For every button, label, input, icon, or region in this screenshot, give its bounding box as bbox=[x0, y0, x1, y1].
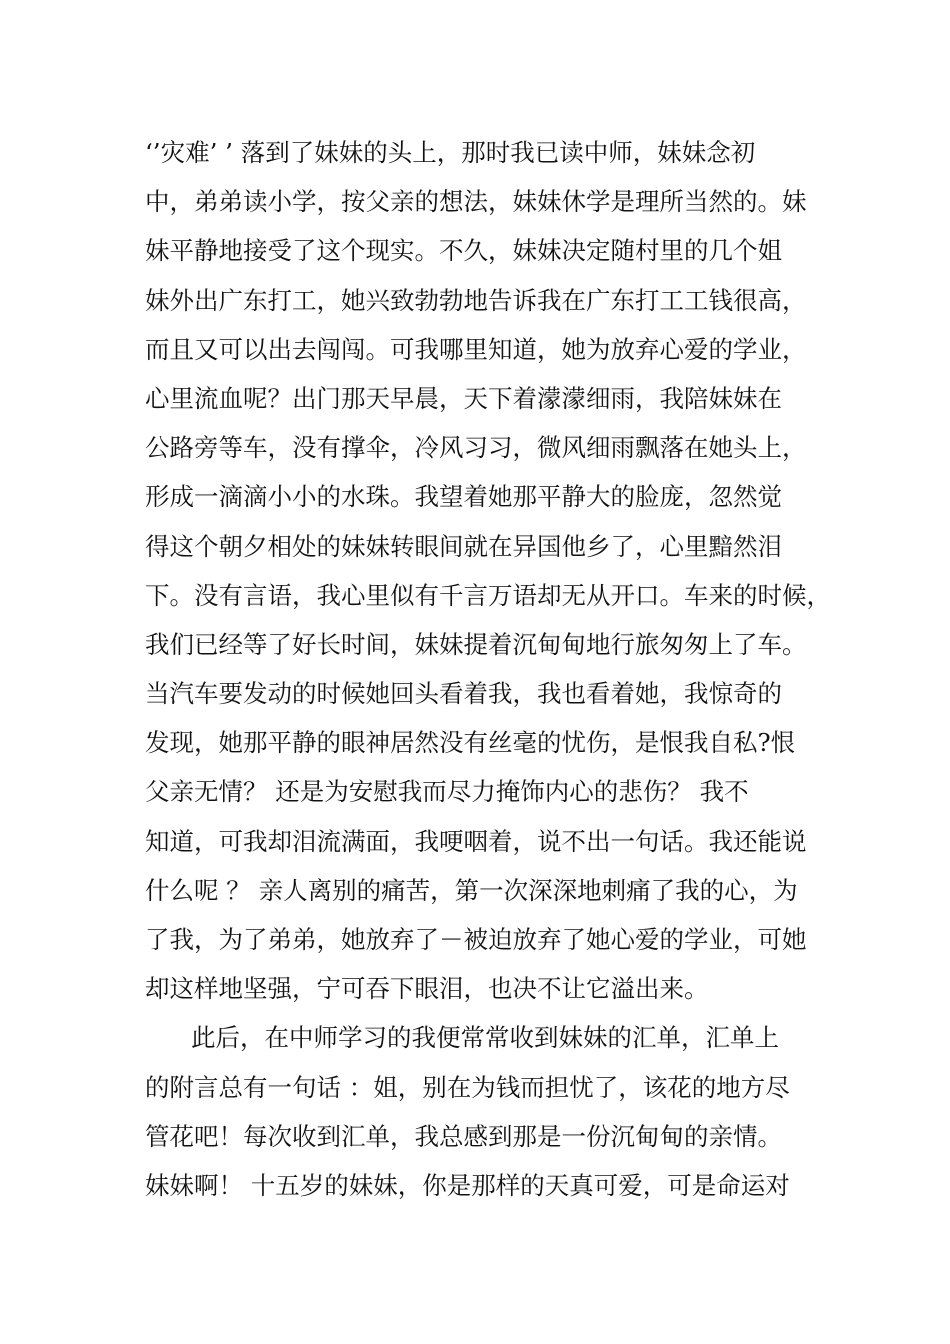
text-line-13: 发现，她那平静的眼神居然没有丝毫的忧伤，是恨我自私?恨 bbox=[145, 728, 796, 758]
text-line-2: 中，弟弟读小学，按父亲的想法，妹妹休学是理所当然的。妹 bbox=[145, 187, 807, 217]
text-line-1: ‘’灾难’ ’ 落到了妹妹的头上，那时我已读中师，妹妹念初 bbox=[145, 138, 756, 167]
text-line-12: 当汽车要发动的时候她回头看着我，我也看着她，我惊奇的 bbox=[145, 679, 782, 709]
text-line-6: 心里流血呢？出门那天早晨，天下着濛濛细雨，我陪妹妹在 bbox=[145, 383, 782, 413]
text-line-10: 下。没有言语，我心里似有千言万语却无从开口。车来的时候， bbox=[145, 580, 831, 610]
text-line-9: 得这个朝夕相处的妹妹转眼间就在异国他乡了，心里黯然泪 bbox=[145, 531, 782, 561]
text-line-19: 此后，在中师学习的我便常常收到妹妹的汇单，汇单上 bbox=[191, 1023, 779, 1053]
text-line-16: 什么呢 ？ 亲人离别的痛苦，第一次深深地刺痛了我的心，为 bbox=[145, 875, 798, 905]
text-line-20: 的附言总有一句话 ：姐，别在为钱而担忧了，该花的地方尽 bbox=[145, 1072, 790, 1102]
text-line-11: 我们已经等了好长时间，妹妹提着沉甸甸地行旅匆匆上了车。 bbox=[145, 629, 807, 659]
text-line-14: 父亲无情？ 还是为安慰我而尽力掩饰内心的悲伤？ 我不 bbox=[145, 777, 749, 807]
text-line-18: 却这样地坚强，宁可吞下眼泪，也决不让它溢出来。 bbox=[145, 974, 709, 1004]
text-line-21: 管花吧！每次收到汇单，我总感到那是一份沉甸甸的亲情。 bbox=[145, 1121, 782, 1151]
text-line-3: 妹平静地接受了这个现实。不久，妹妹决定随村里的几个姐 bbox=[145, 236, 782, 266]
text-line-4: 妹外出广东打工，她兴致勃勃地告诉我在广东打工工钱很高， bbox=[145, 285, 807, 315]
text-line-5: 而且又可以出去闯闯。可我哪里知道，她为放弃心爱的学业， bbox=[145, 334, 807, 364]
text-line-8: 形成一滴滴小小的水珠。我望着她那平静大的脸庞，忽然觉 bbox=[145, 482, 782, 512]
text-line-7: 公路旁等车，没有撑伞，冷风习习，微风细雨飘落在她头上， bbox=[145, 433, 807, 463]
body-text bbox=[145, 128, 831, 1210]
text-line-22: 妹妹啊！ 十五岁的妹妹，你是那样的天真可爱，可是命运对 bbox=[145, 1170, 790, 1200]
text-line-17: 了我，为了弟弟，她放弃了－被迫放弃了她心爱的学业，可她 bbox=[145, 925, 807, 954]
text-line-15: 知道，可我却泪流满面，我哽咽着，说不出一句话。我还能说 bbox=[145, 826, 807, 856]
